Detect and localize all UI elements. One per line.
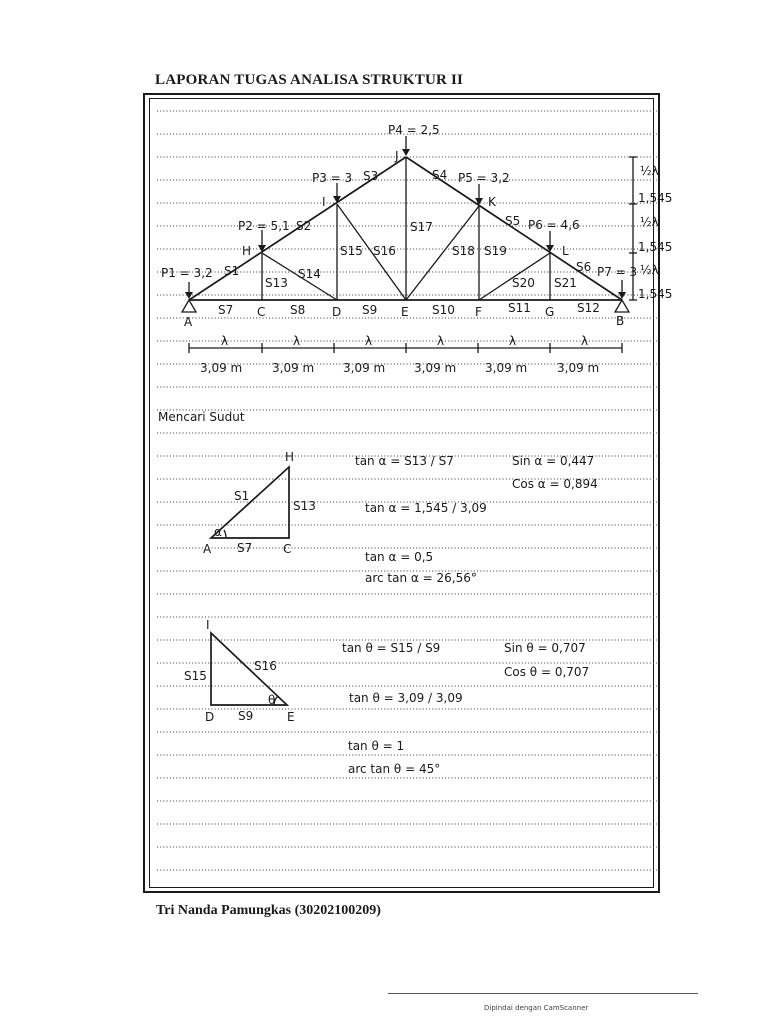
span-lambda-1: λ [221,334,229,348]
span-length-4: 3,09 m [414,361,457,375]
triangle-alpha-diagram [203,450,316,556]
vertex-e: E [287,710,295,724]
side-s1: S1 [234,489,250,503]
alpha-cos: Cos α = 0,894 [512,477,598,491]
node-label-b: B [616,314,625,328]
member-label-s18: S18 [452,244,475,258]
span-lambda-4: λ [437,334,445,348]
member-label-s13: S13 [265,276,288,290]
vertex-d: D [205,710,215,724]
scanner-watermark: Dipindai dengan CamScanner [484,1004,589,1012]
span-length-6: 3,09 m [557,361,600,375]
member-label-s10: S10 [432,303,455,317]
member-label-s21: S21 [554,276,577,290]
load-label-p6: P6 = 4,6 [528,218,580,232]
load-label-p2: P2 = 5,1 [238,219,290,233]
angle-alpha-symbol: α [214,525,222,539]
alpha-step-2: tan α = 1,545 / 3,09 [365,501,487,515]
triangle-theta-diagram [184,618,295,724]
author-name: Tri Nanda Pamungkas (30202100209) [156,903,381,918]
alpha-step-1: tan α = S13 / S7 [355,454,454,468]
height-label-1: ½λ [640,164,659,178]
member-label-s3: S3 [363,169,379,183]
member-label-s17: S17 [410,220,433,234]
pin-support-b [615,300,629,312]
node-label-j: J [395,149,399,163]
alpha-sin: Sin α = 0,447 [512,454,595,468]
theta-calculation [342,641,589,776]
span-lambda-5: λ [509,334,517,348]
alpha-step-3: tan α = 0,5 [365,550,434,564]
theta-step-2: tan θ = 3,09 / 3,09 [349,691,463,705]
load-label-p4: P4 = 2,5 [388,123,440,137]
node-label-d: D [332,305,342,319]
span-lambda-3: λ [365,334,373,348]
vertex-a: A [203,542,212,556]
member-label-s16: S16 [373,244,396,258]
alpha-step-4: arc tan α = 26,56° [365,571,477,585]
span-lambda-2: λ [293,334,301,348]
side-s15: S15 [184,669,207,683]
member-label-s1: S1 [224,264,240,278]
member-label-s19: S19 [484,244,507,258]
span-length-5: 3,09 m [485,361,528,375]
load-label-p3: P3 = 3 [312,171,353,185]
load-label-p5: P5 = 3,2 [458,171,510,185]
member-label-s11: S11 [508,301,531,315]
vertex-i: I [206,618,210,632]
span-lambda-6: λ [581,334,589,348]
vertex-h: H [285,450,295,464]
load-label-p7: P7 = 3 [597,265,638,279]
side-s13: S13 [293,499,316,513]
height-label-5: ½λ [640,263,659,277]
member-label-s9: S9 [362,303,378,317]
member-label-s7: S7 [218,303,234,317]
report-title: LAPORAN TUGAS ANALISA STRUKTUR II [155,72,464,88]
angle-theta-symbol: θ [268,693,276,707]
bottom-rule [388,993,698,994]
span-length-1: 3,09 m [200,361,243,375]
node-label-f: F [475,305,482,319]
height-label-3: ½λ [640,215,659,229]
alpha-calculation [355,454,598,585]
height-label-4: 1,545 [638,240,673,254]
member-label-s20: S20 [512,276,535,290]
span-length-2: 3,09 m [272,361,315,375]
node-label-g: G [545,305,555,319]
theta-cos: Cos θ = 0,707 [504,665,590,679]
theta-step-4: arc tan θ = 45° [348,762,441,776]
node-label-e: E [401,305,409,319]
node-label-c: C [257,305,266,319]
theta-step-3: tan θ = 1 [348,739,405,753]
node-label-h: H [242,244,252,258]
height-label-2: 1,545 [638,191,673,205]
node-label-k: K [488,195,496,209]
member-label-s4: S4 [432,168,448,182]
node-label-i: I [322,195,326,209]
load-label-p1: P1 = 3,2 [161,266,213,280]
node-label-l: L [562,244,569,258]
side-s7: S7 [237,541,253,555]
span-length-3: 3,09 m [343,361,386,375]
vertex-c: C [283,542,292,556]
member-label-s15: S15 [340,244,363,258]
section-heading: Mencari Sudut [158,410,245,424]
member-label-s6: S6 [576,260,592,274]
side-s9: S9 [238,709,254,723]
member-label-s12: S12 [577,301,600,315]
side-s16: S16 [254,659,277,673]
member-label-s8: S8 [290,303,306,317]
member-label-s14: S14 [298,267,321,281]
pin-support-a [182,300,196,312]
member-label-s5: S5 [505,214,521,228]
height-label-6: 1,545 [638,287,673,301]
theta-step-1: tan θ = S15 / S9 [342,641,441,655]
node-label-a: A [184,315,193,329]
theta-sin: Sin θ = 0,707 [504,641,586,655]
member-label-s2: S2 [296,219,312,233]
